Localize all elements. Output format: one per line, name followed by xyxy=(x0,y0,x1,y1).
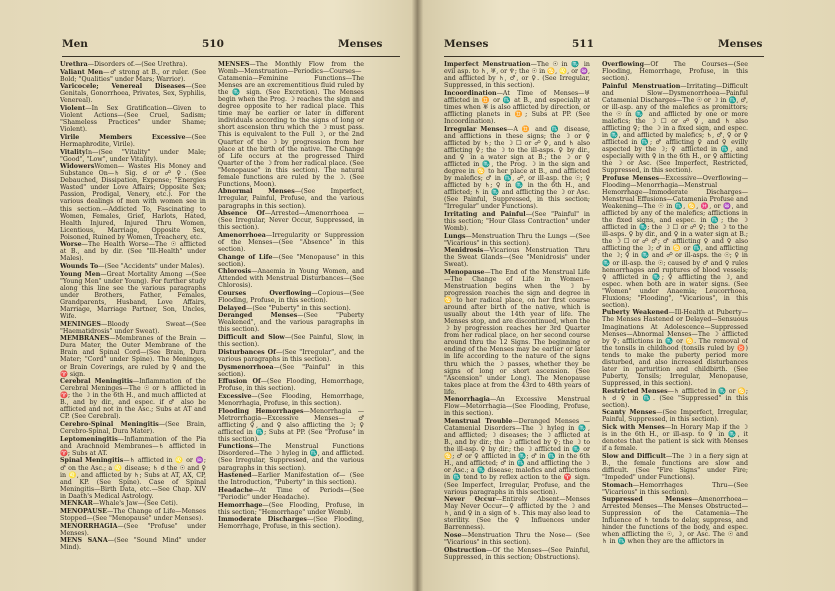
entry-term: Abnormal Menses xyxy=(218,188,295,196)
entry-text: —In Sex Gratification—Given to Violent Actions—(See Cruel, Sadism; "Shameless Practices" under Shame; Violent). xyxy=(60,105,206,134)
left-page xyxy=(0,0,415,591)
index-entry xyxy=(218,334,364,348)
index-entry xyxy=(218,516,364,530)
entry-term: Widowers xyxy=(60,163,95,171)
entry-term: Spinal Meningitis xyxy=(60,457,124,465)
entry-term: Cerebro-Spinal Meningitis xyxy=(60,421,159,429)
entry-term: Courses Overflowing xyxy=(218,290,312,298)
index-entry xyxy=(602,388,748,409)
entry-text: —Copious—(See Flooding, Profuse, in this section). xyxy=(218,290,364,305)
index-entry xyxy=(60,134,206,148)
entry-text: —The Change of Life—Menses Stopped—(See "Menopause" under Menses). xyxy=(60,508,206,523)
entry-text: —Inflammation of the Cerebral Meninges—The ☉ or ♄ afflicted in ♈; the ☽ in the 6th H., and much afflicted at B., and by dir., and espec. if ♂ also be afflicted and not in the Asc.; Subs at AT and CP. (See Cerebral). xyxy=(60,378,206,421)
entry-term: Hastened xyxy=(218,472,252,480)
index-entry xyxy=(60,523,206,537)
entry-text: —(See "Painful" in this section). xyxy=(218,363,364,378)
entry-term: Varicocele; Venereal Diseases xyxy=(60,83,186,91)
entry-term: Change of Life xyxy=(218,253,273,261)
index-entry xyxy=(444,233,590,247)
entry-term: MENS SANA xyxy=(60,537,108,545)
index-entry xyxy=(60,508,206,522)
left-page-header-left: Men xyxy=(62,38,88,50)
entry-text: —(See Flooding, Profuse, in this section; "Hemorrhage" under Womb). xyxy=(218,501,364,516)
left-page-number: 510 xyxy=(202,38,224,50)
index-entry xyxy=(60,436,206,457)
left-page-header-right: Menses xyxy=(338,38,383,50)
entry-text: —(See "Puberty" in this section). xyxy=(246,304,351,312)
entry-text: —Bloody Sweat—(See "Haematidrosis" under Sweat). xyxy=(60,320,206,335)
entry-term: Hemorrhage xyxy=(218,501,263,509)
entry-text: —Of The Courses—(See Flooding, Hemorrhage, Profuse, in this section). xyxy=(602,61,748,83)
entry-term: Irregular Menses xyxy=(444,125,508,133)
entry-text: —(See Brain, Cerebro-Spinal, Dura Mater). xyxy=(60,421,206,436)
entry-term: Menstrual Trouble xyxy=(444,418,513,426)
index-entry xyxy=(602,424,748,452)
index-entry xyxy=(60,149,206,163)
entry-text: —(See Flooding, Hemorrhage, Profuse, in this section). xyxy=(218,516,364,531)
entry-term: Imperfect Menstruation xyxy=(444,61,531,68)
index-entry xyxy=(218,502,364,516)
entry-text: —Arrested—Amenorrhoea —(See Irregular, Never Occur, Suppressed, in this section). xyxy=(218,210,364,232)
left-header-rule xyxy=(62,56,400,57)
index-entry xyxy=(218,364,364,378)
index-entry xyxy=(444,532,590,546)
entry-text: —Irritating—Difficult and Slow—Dysmenorrhoea—Painful Catamenial Discharges—The ☉ or ☽ in ♏, ♂, or ill-asp. any of the malefics as promittors; the ☉ in ♏ and afflicted by one or more malefics; the ☽ ☐ or ☍ ♀, and ♄ also afflicting ♀; the ☽ in a fixed sign, and espec. in ♏, and afflicted by malefics; ♄, ♂, ♀ or ♀ afflicted in ♏; ♂ afflicting ♀ and ♀ evilly aspected by the ☽; ♀ afflicted in ♏, and especially with ♀ in the 6th H., or ♀ afflicting the ☽ or Asc. (See Imperfect, Restricted, Suppressed, in this section). xyxy=(602,82,748,175)
entry-text: In—(See "Vitality" under Male; "Good", "Low", under Vitality). xyxy=(60,148,206,163)
entry-text: —(See Flooding, Hemorrhage, Menorrhagia, Profuse, in this section). xyxy=(218,392,364,407)
entry-term: Irritating and Painful xyxy=(444,210,526,218)
right-header-rule xyxy=(444,56,764,57)
entry-term: Never Occur xyxy=(444,496,496,504)
entry-term: Wounds To xyxy=(60,263,99,271)
index-entry xyxy=(218,254,364,268)
entry-text: —The ☽ in a fiery sign at B., the female functions are slow and difficult. (See "Fire Signs" under Fire; "Impeded" under Functions). xyxy=(602,452,748,481)
right-column-1 xyxy=(444,61,590,586)
entry-term: Absence Of xyxy=(218,210,265,218)
entry-term: Suppressed Menses xyxy=(602,496,692,504)
entry-term: Scanty Menses xyxy=(602,409,657,417)
index-entry xyxy=(602,482,748,496)
entry-text: —At Time of Menses—♅ afflicted in ♊ or ♏ at B., and especially at times when ♅ is also afflicted by direction, or afflicting planets in ♊; Subs at PP. (See Incoordination). xyxy=(444,89,590,125)
entry-text: —In Horary Map if the ☽ is in the 6th H., or ill-asp. to ♀ in ♏, it denotes that the patient is sick with Menses if a female. xyxy=(602,423,748,453)
index-entry xyxy=(218,487,364,501)
entry-text: —Menorrhagia —Metrorrhagia—Excessive Menses—♂ afflicting ♀, and ♀ also afflicting the ☽; ♀ afflicted in ♏; Subs at PP. (See "Profuse" in this section). xyxy=(218,407,364,443)
entry-term: Menopause xyxy=(444,268,485,276)
entry-text: —(See "Puberty Weakened", and the various paragraphs in this section). xyxy=(218,312,364,334)
entry-term: Headache xyxy=(218,486,253,494)
entry-term: Profuse Menses xyxy=(602,174,659,182)
entry-term: MENSES xyxy=(218,61,250,68)
entry-term: Menidrosis xyxy=(444,247,484,255)
entry-text: —Earlier Manifestation of— (See the Introduction, "Puberty" in this section). xyxy=(218,472,364,487)
left-column-1 xyxy=(60,61,206,586)
right-page-header-left: Menses xyxy=(444,38,489,50)
index-entry xyxy=(602,309,748,387)
entry-text: Women— Wastes His Money and Substance On—♄ Sig. ☌ or ☍ ♀. (See Debauched, Dissipation, Expense; "Energies Wasted" under Love Affairs; Opposite Sex; Passion, Prodigal, Venery, etc.). For the various dealings of men with women see in this section.—Addicted To, Fascinating to Women, Females, Grief, Harlots, Hated, Health Injured, Injured Thru Women, Licentious, Marriage, Opposite Sex, Poisoned, Ruined by Women, Treachery, etc. xyxy=(60,163,206,241)
left-column-2 xyxy=(218,61,364,586)
entry-text: —Menstruation Thru the Nose— (See "Vicarious" in this section). xyxy=(444,532,590,547)
entry-term: Functions xyxy=(218,443,253,451)
entry-text: —Membranes of the Brain —Dura Mater, the Outer Membrane of the Brain and Spinal Cord—(See Brain, Dura Mater; "Cord" under Spine). The Meninges, or Brain Coverings, are ruled by ♀ and the ♈ sign. xyxy=(60,335,206,378)
entry-text: —Vicarious Menstruation Thru the Sweat Glands—(See "Menidrosis" under Sweat). xyxy=(444,247,590,269)
entry-text: —Great Mortality Among —(See "Young Men" under Young). For further study along this line see the various paragraphs under Brothers, Father, Females, Grandparents, Husband, Love Affairs, Marriage, Marriage Partner, Son, Uncles, Wife. xyxy=(60,270,206,320)
index-entry xyxy=(602,83,748,175)
index-entry xyxy=(602,175,748,309)
entry-text: —The ☉ in ♏ in evil asp. to ♄, ♅, or ♆; the ☉ in ♋, ♌, or ♒, and afflicted by ♄, ♂, or ♀. (See Irregular, Suppressed, in this section). xyxy=(444,61,590,90)
entry-term: Incoordination xyxy=(444,89,497,97)
right-page-number: 511 xyxy=(572,38,594,50)
index-entry xyxy=(444,269,590,396)
entry-term: Overflowing xyxy=(602,61,645,68)
index-entry xyxy=(60,61,206,68)
entry-term: Painful Menstruation xyxy=(602,82,681,90)
entry-term: MEMBRANES xyxy=(60,335,110,343)
index-entry xyxy=(60,271,206,320)
entry-term: Difficult and Slow xyxy=(218,334,285,342)
entry-text: —Inflammation of the Pia and Arachnoid Membranes—♄ afflicted in ♈; Subs at AT. xyxy=(60,435,206,457)
entry-text: —(See "Irregular", and the various paragraphs in this section). xyxy=(218,348,364,363)
index-entry xyxy=(602,61,748,82)
right-page-header-right: Menses xyxy=(718,38,763,50)
entry-term: Worse xyxy=(60,241,82,249)
index-entry xyxy=(602,453,748,481)
entry-text: —(See "Accidents" under Males). xyxy=(98,263,205,271)
right-column-2 xyxy=(602,61,748,586)
right-page xyxy=(420,0,835,591)
entry-text: —Whale's Jaw—(See Ceti). xyxy=(92,500,178,508)
entry-text: —Hemorrhages Thru—(See "Vicarious" in this section). xyxy=(602,481,748,496)
index-entry xyxy=(602,496,748,545)
entry-term: MENOPAUSE xyxy=(60,508,108,515)
index-entry xyxy=(60,241,206,262)
index-entry xyxy=(218,312,364,333)
entry-term: MENORRHAGIA xyxy=(60,522,118,530)
entry-term: Obstruction xyxy=(444,546,487,554)
index-entry xyxy=(60,105,206,133)
index-entry xyxy=(444,496,590,531)
entry-term: Lungs xyxy=(444,232,466,240)
index-entry xyxy=(60,537,206,551)
entry-term: Cerebral Meningitis xyxy=(60,378,133,386)
entry-text: —Menstruation Thru the Lungs —(See "Vicarious" in this section). xyxy=(444,232,590,247)
entry-text: —The Menstrual Functions Disordered—The ☽ hyleg in ♏, and afflicted. (See Irregular, Suppressed, and the various paragraphs in this section). xyxy=(218,443,364,472)
entry-term: Sick with Menses xyxy=(602,423,665,431)
entry-text: —(See Imperfect, Irregular, Painful, Suppressed, in this section). xyxy=(602,409,748,424)
entry-term: Menorrhagia xyxy=(444,396,490,404)
entry-text: —Irregularity or Suppression of the Menses—(See "Absence" in this section). xyxy=(218,231,364,253)
index-entry xyxy=(60,378,206,420)
index-entry xyxy=(218,408,364,443)
entry-term: Virile Members Excessive xyxy=(60,133,186,141)
entry-term: Delayed xyxy=(218,304,247,312)
entry-term: Effusion Of xyxy=(218,378,261,386)
entry-term: Slow and Difficult xyxy=(602,452,666,460)
index-entry xyxy=(60,457,206,499)
index-entry xyxy=(218,393,364,407)
index-entry xyxy=(218,443,364,471)
entry-text: —(See Genitals, Gonorrhoea, Privates, Sex, Syphilis, Venereal). xyxy=(60,83,206,105)
entry-term: Dysmenorrhoea xyxy=(218,363,274,371)
entry-term: Valiant Men xyxy=(60,68,104,76)
entry-term: Vitality xyxy=(60,148,86,156)
index-entry xyxy=(444,126,590,211)
index-entry xyxy=(218,290,364,304)
entry-term: Urethra xyxy=(60,61,88,68)
index-entry xyxy=(60,163,206,241)
entry-text: —The End of the Menstrual Life—The Change of Life in Women—Menstruation begins when the ☽ by progression reaches the sign and degree in ♋ to her radical place, on her first course around after birth of the native, which is usually about the 14th year of life. The Menses stop, and are discontinued, when the ☽ by progression reaches her 3rd Quarter from her radical place, on her second course around thru the 12 Signs. The beginning or ending of the Menses may be earlier or later in life according to the nature of the signs thru which the ☽ passes, whether they be signs of long or short ascension. (See "Ascension" under Long). The Menopause takes place at from the 43rd to 48th years of life. xyxy=(444,268,590,396)
index-entry xyxy=(60,335,206,377)
entry-term: Puberty Weakened xyxy=(602,309,669,317)
index-entry xyxy=(444,61,590,89)
entry-term: Leptomeningitis xyxy=(60,435,118,443)
entry-text: —(See Flooding, Hemorrhage, Profuse, in this section). xyxy=(218,378,364,393)
entry-text: —(See Painful, Slow, in this section). xyxy=(218,334,364,349)
entry-text: —Disorders of.—(See Urethra). xyxy=(87,61,188,68)
entry-term: Flooding Hemorrhages xyxy=(218,407,304,415)
index-entry xyxy=(60,321,206,335)
entry-text: —♄ afflicted in ♏ or ♋; ♄ ☌ ♀ in ♏. (See "Suppressed" in this section). xyxy=(602,387,748,409)
entry-text: —(See Imperfect, Irregular, Painful, Profuse, and the various paragraphs in this section). xyxy=(218,188,364,210)
index-entry xyxy=(444,90,590,125)
entry-text: —Anaemia in Young Women, and Attended with Menstrual Disturbances—(See Chlorosis). xyxy=(218,268,364,290)
entry-term: Stomach xyxy=(602,481,633,489)
entry-term: MENINGES xyxy=(60,320,101,328)
entry-text: —A ♊ and ♏ disease, and afflictions in these signs; the ☽ or ♀ afflicted by ♄; the ☽ ☐ or ☍ ♀, and ♄ also afflicting ♀; the ☽ to the ill-asps. ♀ by dir., and ♀ in a water sign at B.; the ☽ or ♀ afflicted in ♏, the Prog. ☽ in the sign and degree in ♋ to her place at B., and afflicted by malefics; ♂ in ♏, ☍, or ill-asp. the ☉; ♀ afflicted by ♄; ♀ in ♏ in the 6th H., and afflicted; ♄ in ♏ and afflicting the ☽ or Asc. (See Painful, Suppressed, in this section; "Irregular" under Functions). xyxy=(444,125,590,211)
index-entry xyxy=(218,305,364,312)
entry-text: —At Time of Periods—(See "Periodic" under Headache). xyxy=(218,486,364,501)
index-entry xyxy=(60,263,206,270)
index-entry xyxy=(444,396,590,417)
entry-text: —Excessive—Overflowing—Flooding—Menorrhagia—Menstrual Hemorrhage—Immoderate Discharges—Menstrual Effusions—Catamenia Profuse and Weakening—The ☉ in ♏, ♋, ♓, or ♒, and afflicted by any of the malefics; afflictions in the fixed signs, and espec. in ♏; the ☽ afflicted in ♏; the ☽ ☐ or ☍ ♀; the ☽ to the ill-asps. ♀ by dir., and ♀ in a water sign at B.; the ☽ ☐ or ☍ ♂; ♂ afflicting ♀ and ♀ also afflicting the ☽; ♂ in ♋ or ♏, and afflicting the ☽; ♀ in ♏ and ☍ or ill-asps. the ☉; ♀ in ♏ or ill-asp. the ☉; caused by ♂ and ♀ rules hemorrhages and ruptures of blood vessels; ♀ afflicted in ♏; ♀ afflicting the ☽, and espec. when both are in water signs. (See "Women" under Anaemia; Leucorrhoea, Fluxions; "Flooding", "Vicarious", in this section). xyxy=(602,174,748,309)
entry-term: Deranged Menses xyxy=(218,312,298,320)
index-entry xyxy=(218,210,364,231)
entry-text: —Entirely Absent—Menses May Never Occur—♀ afflicted by the ☽ and ♄, and ♀ in a sign of ♄. This may also lead to sterility. (See the ♀ Influences under Barrenness). xyxy=(444,496,590,532)
entry-text: —(See "Profuse" under Menses). xyxy=(60,522,206,537)
index-entry xyxy=(444,211,590,232)
index-entry xyxy=(218,232,364,253)
index-entry xyxy=(60,83,206,104)
entry-text: —An Excessive Menstrual Flow—Metorrhagia—(See Flooding, Profuse, in this section). xyxy=(444,396,590,418)
entry-text: —Amenorrhoea—Arrested Menses—The Menses Obstructed—Suppression of the Catamenia—The Influence of ♄ tends to delay, suppress, and hinder the functions of the body, and espec. when afflicting the ☉, ☽, or Asc. The ☉ and ♄ in ♏ when they are the afflictors in xyxy=(602,496,748,546)
index-entry xyxy=(444,418,590,496)
entry-text: —(See Hermaphrodite, Virile). xyxy=(60,133,206,148)
entry-text: —(See "Painful" in this section; "Hour Glass Contraction" under Womb). xyxy=(444,210,590,232)
index-entry xyxy=(444,547,590,561)
index-entry xyxy=(218,268,364,289)
entry-text: —Of the Menses—(See Painful, Suppressed, in this section; Obstructions). xyxy=(444,546,590,561)
index-entry xyxy=(218,188,364,209)
entry-term: Violent xyxy=(60,105,86,113)
entry-term: Amenorrhoea xyxy=(218,231,266,239)
index-entry xyxy=(602,409,748,423)
index-entry xyxy=(60,421,206,435)
entry-text: —♂ strong at B., or ruler. (See Bold; "Qualities" under Mars; Warrior). xyxy=(60,68,206,83)
entry-text: —The Health Worse—The ☉ afflicted at B., and by dir. (See "Ill-Health" under Males). xyxy=(60,241,206,263)
entry-text: —The Monthly Flow from the Womb—Menstruation—Periodics—Courses—Catamenia—Feminine Functions—The Menses are an excrementitious fluid ruled by the ♏ sign. (See Excretion). The Menses begin when the Prog. ☽ reaches the sign and degree opposite to her radical place. This time may be earlier or later in different individuals according to the signs of long or short ascension thru which the ☽ must pass. This is equivalent to the Full ☽, or the 2nd Quarter of the ☽ by progression from her place at the birth of the native. The Change of Life occurs at the progressed Third Quarter of the ☽ from her radical place. (See "Menopause" in this section). The natural female functions are ruled by the ☽. (See Functions, Moon). xyxy=(218,61,364,188)
index-entry xyxy=(218,378,364,392)
entry-term: Immoderate Discharges xyxy=(218,516,307,524)
index-entry xyxy=(60,69,206,83)
entry-text: —♄ afflicted in ♌ or ♒; ♂ on the Asc.; a ♌ disease; ♄ ☌ the ☉ and ♀ in ♌, and afflicted by ♄; Subs at AT, AX, CP, and KP. (See Spine). Case of Spinal Meningitis—Birth Data, etc.—See Chap. XIV in Daath's Medical Astrology. xyxy=(60,457,206,500)
index-entry xyxy=(444,247,590,268)
entry-text: —(See "Menopause" in this section). xyxy=(218,253,364,268)
entry-term: Nose xyxy=(444,532,462,540)
entry-term: Chlorosis xyxy=(218,268,252,276)
entry-term: Restricted Menses xyxy=(602,387,668,395)
entry-term: Young Men xyxy=(60,270,101,278)
entry-term: Excessive xyxy=(218,392,252,400)
index-entry xyxy=(218,472,364,486)
index-entry xyxy=(218,61,364,188)
entry-text: —Ill-Health at Puberty—The Menses Hastened or Delayed—Sensuous Imaginations At Adolescence—Suppressed Menses—Abnormal Menses—The ☽ afflicted by ♀; afflictions in ♏ or ♋. The removal of the tonsils in childhood (tonsils ruled by ♉) tends to make the puberty period more disturbed, and also increased disturbances later in parturition and childbirth. (See Puberty, Tonsils; Irregular, Menopause, Suppressed, in this section). xyxy=(602,309,748,387)
index-entry xyxy=(60,500,206,507)
index-entry xyxy=(218,349,364,363)
entry-term: MENKAR xyxy=(60,500,93,508)
entry-text: —Deranged Menses —Catamenial Disorders—The ☽ hyleg in ♏, and afflicted; ☽ diseases; the ☽ afflicted at B., and by dir.; the ☽ afflicted by ♀; the ☽ to the ill-asp. ♀ by dir.; the ☽ afflicted in ♏ or ♋; ♂ or ♀ afflicted in ♏; ♂ in ♏ in the 6th H., and afflicted; ♂ in ♏ and afflicting the ☽ or Asc.; a ♏ disease; malefics and afflictions in ♏ tend to by reflex action to the ♈ sign. (See Imperfect, Irregular, Profuse, and the various paragraphs in this section). xyxy=(444,418,590,496)
entry-term: Disturbances Of xyxy=(218,348,276,356)
entry-text: —(See "Sound Mind" under Mind). xyxy=(60,537,206,552)
